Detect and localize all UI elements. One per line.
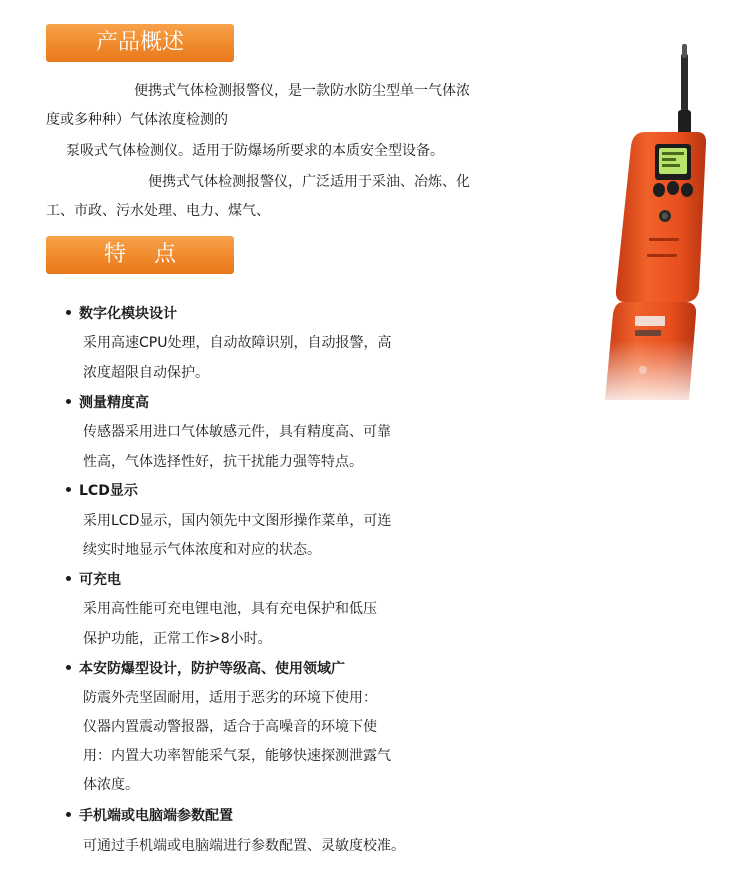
features-header [46,236,234,274]
overview-line-1: 便携式气体检测报警仪，是一款防水防尘型单一气体浓 [134,83,470,99]
gas-detector-product-image [585,40,715,410]
feature-line: 可通过手机端或电脑端进行参数配置、灵敏度校准。 [83,838,405,854]
overview-header-label: 产品概述 [95,30,184,55]
device-button-left [653,183,665,197]
feature-line: 采用LCD显示，国内领先中文图形操作菜单，可连 [83,513,392,529]
feature-line: 采用高速CPU处理，自动故障识别，自动报警，高 [83,335,392,351]
device-button-right [681,183,693,197]
overview-line-2: 度或多种种）气体浓度检测的 [46,112,228,128]
feature-line: 传感器采用进口气体敏感元件，具有精度高、可靠 [83,424,391,440]
probe-rod [681,54,688,114]
bullet-icon [66,665,71,670]
probe-connector [678,110,691,134]
bullet-icon [66,812,71,817]
overview-header [46,24,234,62]
bullet-icon [66,310,71,315]
feature-title-explosion-proof: 本安防爆型设计，防护等级高、使用领域广 [66,659,345,679]
feature-line: 保护功能，正常工作>8小时。 [83,631,272,647]
feature-line: 续实时地显示气体浓度和对应的状态。 [83,542,321,558]
feature-title-lcd: LCD显示 [66,481,138,501]
features-header-label: 特 点 [104,242,176,267]
feature-line: 仪器内置震动警报器，适合于高噪音的环境下使 [83,719,377,735]
bullet-icon [66,487,71,492]
feature-line: 体浓度。 [83,777,139,793]
bullet-icon [66,399,71,404]
feature-title-config: 手机端或电脑端参数配置 [66,806,233,826]
feature-title-digital-module: 数字化模块设计 [66,304,177,324]
feature-line: 采用高性能可充电锂电池，具有充电保护和低压 [83,601,377,617]
overview-line-4: 便携式气体检测报警仪，广泛适用于采油、冶炼、化 [148,174,470,190]
feature-line: 性高，气体选择性好，抗干扰能力强等特点。 [83,454,363,470]
probe-tip [682,44,687,58]
feature-line: 浓度超限自动保护。 [83,365,209,381]
overview-line-3: 泵吸式气体检测仪。适用于防爆场所要求的本质安全型设备。 [66,143,444,159]
feature-title-rechargeable: 可充电 [66,570,121,590]
feature-line: 用：内置大功率智能采气泵，能够快速探测泄露气 [83,748,391,764]
bullet-icon [66,576,71,581]
overview-line-5: 工、市政、污水处理、电力、煤气、 [46,203,270,219]
device-button-center [667,181,679,195]
feature-line: 防震外壳坚固耐用，适用于恶劣的环境下使用： [83,690,377,706]
feature-title-precision: 测量精度高 [66,393,149,413]
